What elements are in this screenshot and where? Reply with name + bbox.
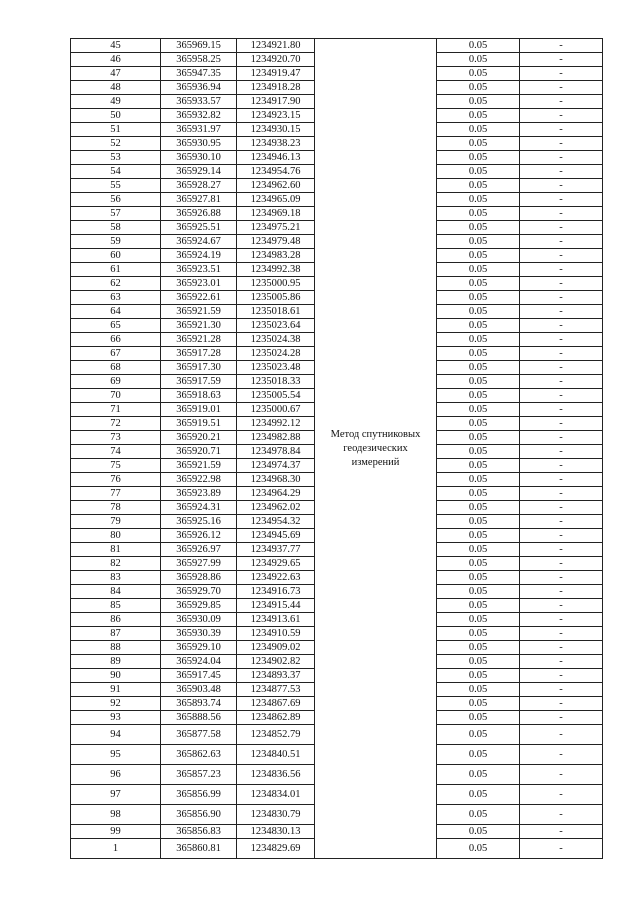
point-number-cell: 47 <box>71 67 161 81</box>
table-row <box>71 39 603 53</box>
point-number-cell: 62 <box>71 277 161 291</box>
y-coordinate-cell: 1234969.18 <box>237 207 315 221</box>
accuracy-cell: 0.05 <box>437 515 520 529</box>
empty-value-cell: - <box>520 151 603 165</box>
empty-value-cell: - <box>520 641 603 655</box>
x-coordinate-cell: 365917.45 <box>161 669 237 683</box>
empty-value-cell: - <box>520 805 603 825</box>
coordinates-table-body <box>71 39 603 859</box>
y-coordinate-cell: 1234893.37 <box>237 669 315 683</box>
y-coordinate-cell: 1234937.77 <box>237 543 315 557</box>
accuracy-cell: 0.05 <box>437 697 520 711</box>
x-coordinate-cell: 365921.28 <box>161 333 237 347</box>
point-number-cell: 65 <box>71 319 161 333</box>
point-number-cell: 98 <box>71 805 161 825</box>
y-coordinate-cell: 1234919.47 <box>237 67 315 81</box>
x-coordinate-cell: 365856.83 <box>161 825 237 839</box>
y-coordinate-cell: 1234877.53 <box>237 683 315 697</box>
y-coordinate-cell: 1234962.60 <box>237 179 315 193</box>
empty-value-cell: - <box>520 725 603 745</box>
empty-value-cell: - <box>520 839 603 859</box>
accuracy-cell: 0.05 <box>437 333 520 347</box>
y-coordinate-cell: 1234830.79 <box>237 805 315 825</box>
y-coordinate-cell: 1234917.90 <box>237 95 315 109</box>
accuracy-cell: 0.05 <box>437 805 520 825</box>
x-coordinate-cell: 365924.31 <box>161 501 237 515</box>
x-coordinate-cell: 365919.51 <box>161 417 237 431</box>
point-number-cell: 77 <box>71 487 161 501</box>
y-coordinate-cell: 1234979.48 <box>237 235 315 249</box>
x-coordinate-cell: 365924.04 <box>161 655 237 669</box>
point-number-cell: 88 <box>71 641 161 655</box>
empty-value-cell: - <box>520 81 603 95</box>
accuracy-cell: 0.05 <box>437 375 520 389</box>
point-number-cell: 76 <box>71 473 161 487</box>
accuracy-cell: 0.05 <box>437 207 520 221</box>
accuracy-cell: 0.05 <box>437 599 520 613</box>
y-coordinate-cell: 1234921.80 <box>237 39 315 53</box>
accuracy-cell: 0.05 <box>437 417 520 431</box>
y-coordinate-cell: 1234954.76 <box>237 165 315 179</box>
point-number-cell: 55 <box>71 179 161 193</box>
accuracy-cell: 0.05 <box>437 785 520 805</box>
y-coordinate-cell: 1234930.15 <box>237 123 315 137</box>
point-number-cell: 56 <box>71 193 161 207</box>
y-coordinate-cell: 1234992.38 <box>237 263 315 277</box>
accuracy-cell: 0.05 <box>437 431 520 445</box>
x-coordinate-cell: 365929.70 <box>161 585 237 599</box>
point-number-cell: 67 <box>71 347 161 361</box>
empty-value-cell: - <box>520 473 603 487</box>
empty-value-cell: - <box>520 221 603 235</box>
accuracy-cell: 0.05 <box>437 39 520 53</box>
accuracy-cell: 0.05 <box>437 67 520 81</box>
y-coordinate-cell: 1234918.28 <box>237 81 315 95</box>
point-number-cell: 74 <box>71 445 161 459</box>
empty-value-cell: - <box>520 627 603 641</box>
x-coordinate-cell: 365922.98 <box>161 473 237 487</box>
empty-value-cell: - <box>520 347 603 361</box>
point-number-cell: 81 <box>71 543 161 557</box>
accuracy-cell: 0.05 <box>437 179 520 193</box>
y-coordinate-cell: 1235023.64 <box>237 319 315 333</box>
point-number-cell: 61 <box>71 263 161 277</box>
x-coordinate-cell: 365856.99 <box>161 785 237 805</box>
accuracy-cell: 0.05 <box>437 825 520 839</box>
point-number-cell: 84 <box>71 585 161 599</box>
point-number-cell: 71 <box>71 403 161 417</box>
point-number-cell: 53 <box>71 151 161 165</box>
y-coordinate-cell: 1235023.48 <box>237 361 315 375</box>
accuracy-cell: 0.05 <box>437 137 520 151</box>
x-coordinate-cell: 365929.10 <box>161 641 237 655</box>
coordinates-table <box>70 38 603 859</box>
empty-value-cell: - <box>520 655 603 669</box>
point-number-cell: 58 <box>71 221 161 235</box>
accuracy-cell: 0.05 <box>437 765 520 785</box>
y-coordinate-cell: 1234829.69 <box>237 839 315 859</box>
accuracy-cell: 0.05 <box>437 235 520 249</box>
point-number-cell: 80 <box>71 529 161 543</box>
empty-value-cell: - <box>520 585 603 599</box>
x-coordinate-cell: 365924.67 <box>161 235 237 249</box>
accuracy-cell: 0.05 <box>437 221 520 235</box>
accuracy-cell: 0.05 <box>437 249 520 263</box>
point-number-cell: 1 <box>71 839 161 859</box>
y-coordinate-cell: 1234862.89 <box>237 711 315 725</box>
empty-value-cell: - <box>520 529 603 543</box>
empty-value-cell: - <box>520 487 603 501</box>
point-number-cell: 95 <box>71 745 161 765</box>
y-coordinate-cell: 1235018.33 <box>237 375 315 389</box>
point-number-cell: 79 <box>71 515 161 529</box>
x-coordinate-cell: 365930.09 <box>161 613 237 627</box>
point-number-cell: 83 <box>71 571 161 585</box>
x-coordinate-cell: 365903.48 <box>161 683 237 697</box>
accuracy-cell: 0.05 <box>437 347 520 361</box>
point-number-cell: 64 <box>71 305 161 319</box>
point-number-cell: 45 <box>71 39 161 53</box>
empty-value-cell: - <box>520 53 603 67</box>
point-number-cell: 94 <box>71 725 161 745</box>
point-number-cell: 97 <box>71 785 161 805</box>
accuracy-cell: 0.05 <box>437 839 520 859</box>
empty-value-cell: - <box>520 711 603 725</box>
empty-value-cell: - <box>520 207 603 221</box>
empty-value-cell: - <box>520 263 603 277</box>
point-number-cell: 70 <box>71 389 161 403</box>
accuracy-cell: 0.05 <box>437 613 520 627</box>
x-coordinate-cell: 365926.12 <box>161 529 237 543</box>
accuracy-cell: 0.05 <box>437 669 520 683</box>
x-coordinate-cell: 365929.85 <box>161 599 237 613</box>
y-coordinate-cell: 1234840.51 <box>237 745 315 765</box>
accuracy-cell: 0.05 <box>437 501 520 515</box>
x-coordinate-cell: 365921.59 <box>161 305 237 319</box>
accuracy-cell: 0.05 <box>437 585 520 599</box>
empty-value-cell: - <box>520 179 603 193</box>
point-number-cell: 54 <box>71 165 161 179</box>
empty-value-cell: - <box>520 109 603 123</box>
x-coordinate-cell: 365930.39 <box>161 627 237 641</box>
empty-value-cell: - <box>520 361 603 375</box>
accuracy-cell: 0.05 <box>437 459 520 473</box>
empty-value-cell: - <box>520 785 603 805</box>
empty-value-cell: - <box>520 431 603 445</box>
point-number-cell: 87 <box>71 627 161 641</box>
x-coordinate-cell: 365927.99 <box>161 557 237 571</box>
point-number-cell: 82 <box>71 557 161 571</box>
point-number-cell: 96 <box>71 765 161 785</box>
empty-value-cell: - <box>520 123 603 137</box>
point-number-cell: 91 <box>71 683 161 697</box>
y-coordinate-cell: 1234913.61 <box>237 613 315 627</box>
point-number-cell: 51 <box>71 123 161 137</box>
accuracy-cell: 0.05 <box>437 473 520 487</box>
y-coordinate-cell: 1234983.28 <box>237 249 315 263</box>
point-number-cell: 57 <box>71 207 161 221</box>
empty-value-cell: - <box>520 765 603 785</box>
empty-value-cell: - <box>520 165 603 179</box>
accuracy-cell: 0.05 <box>437 123 520 137</box>
y-coordinate-cell: 1234834.01 <box>237 785 315 805</box>
accuracy-cell: 0.05 <box>437 95 520 109</box>
x-coordinate-cell: 365921.59 <box>161 459 237 473</box>
accuracy-cell: 0.05 <box>437 81 520 95</box>
point-number-cell: 89 <box>71 655 161 669</box>
x-coordinate-cell: 365918.63 <box>161 389 237 403</box>
x-coordinate-cell: 365931.97 <box>161 123 237 137</box>
point-number-cell: 46 <box>71 53 161 67</box>
point-number-cell: 73 <box>71 431 161 445</box>
x-coordinate-cell: 365928.86 <box>161 571 237 585</box>
y-coordinate-cell: 1234910.59 <box>237 627 315 641</box>
accuracy-cell: 0.05 <box>437 361 520 375</box>
accuracy-cell: 0.05 <box>437 263 520 277</box>
y-coordinate-cell: 1234909.02 <box>237 641 315 655</box>
point-number-cell: 63 <box>71 291 161 305</box>
y-coordinate-cell: 1234867.69 <box>237 697 315 711</box>
x-coordinate-cell: 365924.19 <box>161 249 237 263</box>
empty-value-cell: - <box>520 375 603 389</box>
y-coordinate-cell: 1234916.73 <box>237 585 315 599</box>
empty-value-cell: - <box>520 825 603 839</box>
accuracy-cell: 0.05 <box>437 655 520 669</box>
point-number-cell: 92 <box>71 697 161 711</box>
point-number-cell: 50 <box>71 109 161 123</box>
empty-value-cell: - <box>520 403 603 417</box>
y-coordinate-cell: 1234920.70 <box>237 53 315 67</box>
point-number-cell: 69 <box>71 375 161 389</box>
x-coordinate-cell: 365925.51 <box>161 221 237 235</box>
empty-value-cell: - <box>520 599 603 613</box>
point-number-cell: 49 <box>71 95 161 109</box>
y-coordinate-cell: 1234915.44 <box>237 599 315 613</box>
y-coordinate-cell: 1234938.23 <box>237 137 315 151</box>
y-coordinate-cell: 1235000.67 <box>237 403 315 417</box>
point-number-cell: 60 <box>71 249 161 263</box>
point-number-cell: 85 <box>71 599 161 613</box>
y-coordinate-cell: 1234836.56 <box>237 765 315 785</box>
y-coordinate-cell: 1234965.09 <box>237 193 315 207</box>
x-coordinate-cell: 365917.28 <box>161 347 237 361</box>
point-number-cell: 90 <box>71 669 161 683</box>
empty-value-cell: - <box>520 745 603 765</box>
x-coordinate-cell: 365947.35 <box>161 67 237 81</box>
point-number-cell: 52 <box>71 137 161 151</box>
point-number-cell: 99 <box>71 825 161 839</box>
x-coordinate-cell: 365919.01 <box>161 403 237 417</box>
empty-value-cell: - <box>520 501 603 515</box>
method-cell: Метод спутниковых геодезических измерений <box>315 39 437 859</box>
x-coordinate-cell: 365923.51 <box>161 263 237 277</box>
accuracy-cell: 0.05 <box>437 165 520 179</box>
empty-value-cell: - <box>520 319 603 333</box>
y-coordinate-cell: 1234975.21 <box>237 221 315 235</box>
y-coordinate-cell: 1234962.02 <box>237 501 315 515</box>
accuracy-cell: 0.05 <box>437 683 520 697</box>
accuracy-cell: 0.05 <box>437 487 520 501</box>
y-coordinate-cell: 1234954.32 <box>237 515 315 529</box>
point-number-cell: 72 <box>71 417 161 431</box>
x-coordinate-cell: 365923.01 <box>161 277 237 291</box>
x-coordinate-cell: 365923.89 <box>161 487 237 501</box>
empty-value-cell: - <box>520 571 603 585</box>
x-coordinate-cell: 365933.57 <box>161 95 237 109</box>
accuracy-cell: 0.05 <box>437 745 520 765</box>
accuracy-cell: 0.05 <box>437 291 520 305</box>
accuracy-cell: 0.05 <box>437 571 520 585</box>
x-coordinate-cell: 365922.61 <box>161 291 237 305</box>
x-coordinate-cell: 365926.88 <box>161 207 237 221</box>
empty-value-cell: - <box>520 137 603 151</box>
accuracy-cell: 0.05 <box>437 641 520 655</box>
x-coordinate-cell: 365920.21 <box>161 431 237 445</box>
empty-value-cell: - <box>520 445 603 459</box>
y-coordinate-cell: 1234964.29 <box>237 487 315 501</box>
empty-value-cell: - <box>520 683 603 697</box>
y-coordinate-cell: 1234992.12 <box>237 417 315 431</box>
empty-value-cell: - <box>520 277 603 291</box>
y-coordinate-cell: 1234974.37 <box>237 459 315 473</box>
point-number-cell: 59 <box>71 235 161 249</box>
x-coordinate-cell: 365929.14 <box>161 165 237 179</box>
point-number-cell: 68 <box>71 361 161 375</box>
accuracy-cell: 0.05 <box>437 305 520 319</box>
empty-value-cell: - <box>520 67 603 81</box>
point-number-cell: 93 <box>71 711 161 725</box>
empty-value-cell: - <box>520 389 603 403</box>
y-coordinate-cell: 1234830.13 <box>237 825 315 839</box>
point-number-cell: 66 <box>71 333 161 347</box>
accuracy-cell: 0.05 <box>437 711 520 725</box>
y-coordinate-cell: 1234922.63 <box>237 571 315 585</box>
empty-value-cell: - <box>520 39 603 53</box>
empty-value-cell: - <box>520 613 603 627</box>
x-coordinate-cell: 365860.81 <box>161 839 237 859</box>
accuracy-cell: 0.05 <box>437 403 520 417</box>
accuracy-cell: 0.05 <box>437 543 520 557</box>
y-coordinate-cell: 1235005.54 <box>237 389 315 403</box>
accuracy-cell: 0.05 <box>437 151 520 165</box>
empty-value-cell: - <box>520 235 603 249</box>
y-coordinate-cell: 1235024.28 <box>237 347 315 361</box>
x-coordinate-cell: 365926.97 <box>161 543 237 557</box>
y-coordinate-cell: 1234946.13 <box>237 151 315 165</box>
empty-value-cell: - <box>520 515 603 529</box>
x-coordinate-cell: 365936.94 <box>161 81 237 95</box>
x-coordinate-cell: 365888.56 <box>161 711 237 725</box>
y-coordinate-cell: 1234968.30 <box>237 473 315 487</box>
empty-value-cell: - <box>520 459 603 473</box>
y-coordinate-cell: 1235024.38 <box>237 333 315 347</box>
x-coordinate-cell: 365930.10 <box>161 151 237 165</box>
y-coordinate-cell: 1235000.95 <box>237 277 315 291</box>
empty-value-cell: - <box>520 291 603 305</box>
x-coordinate-cell: 365927.81 <box>161 193 237 207</box>
accuracy-cell: 0.05 <box>437 627 520 641</box>
empty-value-cell: - <box>520 249 603 263</box>
x-coordinate-cell: 365917.30 <box>161 361 237 375</box>
empty-value-cell: - <box>520 305 603 319</box>
x-coordinate-cell: 365930.95 <box>161 137 237 151</box>
accuracy-cell: 0.05 <box>437 557 520 571</box>
accuracy-cell: 0.05 <box>437 389 520 403</box>
y-coordinate-cell: 1234982.88 <box>237 431 315 445</box>
x-coordinate-cell: 365877.58 <box>161 725 237 745</box>
x-coordinate-cell: 365857.23 <box>161 765 237 785</box>
x-coordinate-cell: 365921.30 <box>161 319 237 333</box>
accuracy-cell: 0.05 <box>437 445 520 459</box>
x-coordinate-cell: 365917.59 <box>161 375 237 389</box>
empty-value-cell: - <box>520 95 603 109</box>
accuracy-cell: 0.05 <box>437 529 520 543</box>
y-coordinate-cell: 1234852.79 <box>237 725 315 745</box>
y-coordinate-cell: 1234902.82 <box>237 655 315 669</box>
x-coordinate-cell: 365893.74 <box>161 697 237 711</box>
point-number-cell: 86 <box>71 613 161 627</box>
accuracy-cell: 0.05 <box>437 193 520 207</box>
y-coordinate-cell: 1234929.65 <box>237 557 315 571</box>
x-coordinate-cell: 365925.16 <box>161 515 237 529</box>
accuracy-cell: 0.05 <box>437 277 520 291</box>
x-coordinate-cell: 365932.82 <box>161 109 237 123</box>
x-coordinate-cell: 365862.63 <box>161 745 237 765</box>
x-coordinate-cell: 365969.15 <box>161 39 237 53</box>
y-coordinate-cell: 1235005.86 <box>237 291 315 305</box>
x-coordinate-cell: 365928.27 <box>161 179 237 193</box>
x-coordinate-cell: 365958.25 <box>161 53 237 67</box>
y-coordinate-cell: 1234945.69 <box>237 529 315 543</box>
empty-value-cell: - <box>520 333 603 347</box>
empty-value-cell: - <box>520 557 603 571</box>
point-number-cell: 78 <box>71 501 161 515</box>
empty-value-cell: - <box>520 669 603 683</box>
accuracy-cell: 0.05 <box>437 53 520 67</box>
accuracy-cell: 0.05 <box>437 109 520 123</box>
y-coordinate-cell: 1234978.84 <box>237 445 315 459</box>
point-number-cell: 48 <box>71 81 161 95</box>
x-coordinate-cell: 365856.90 <box>161 805 237 825</box>
accuracy-cell: 0.05 <box>437 319 520 333</box>
x-coordinate-cell: 365920.71 <box>161 445 237 459</box>
point-number-cell: 75 <box>71 459 161 473</box>
empty-value-cell: - <box>520 543 603 557</box>
empty-value-cell: - <box>520 193 603 207</box>
empty-value-cell: - <box>520 697 603 711</box>
y-coordinate-cell: 1235018.61 <box>237 305 315 319</box>
y-coordinate-cell: 1234923.15 <box>237 109 315 123</box>
empty-value-cell: - <box>520 417 603 431</box>
accuracy-cell: 0.05 <box>437 725 520 745</box>
